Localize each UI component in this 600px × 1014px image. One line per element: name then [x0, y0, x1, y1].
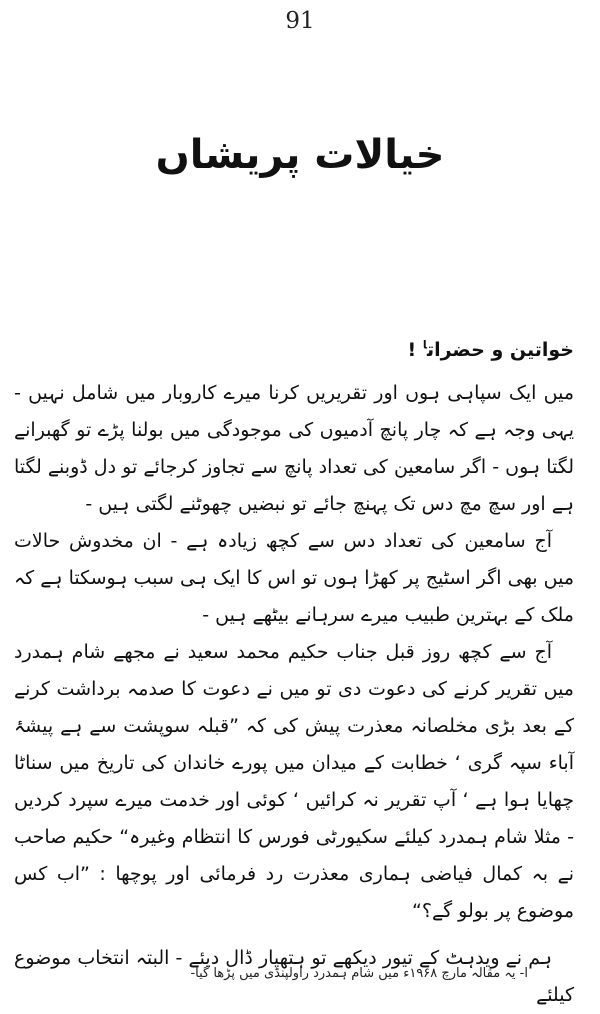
body-text — [14, 332, 574, 1014]
paragraph-1: میں ایک سپاہی ہوں اور تقریریں کرنا میرے کاروبار میں شامل نہیں - یہی وجہ ہے کہ چار پانچ آدمیوں کی موجودگی میں بولنا پڑے تو گھبرانے لگتا ہوں - اگر سامعین کی تعداد پانچ سے تجاوز کرجائے تو دل ڈوبنے لگتا ہے اور سچ مچ دس تک پہنچ جائے تو نبضیں چھوٹنے لگتی ہیں - — [14, 382, 574, 515]
page-number: 91 — [285, 8, 315, 34]
footnote: ا- یہ مقالہ مارچ ۱۹۶۸ء میں شام ہمدرد راولپنڈی میں پڑھا گیا- — [190, 966, 528, 981]
salutation — [14, 332, 574, 369]
paragraph-4: ہم نے ویدہٹ کے تیور دیکھے تو ہتھیار ڈال دیئے - البتہ انتخاب موضوع کیلئے — [14, 947, 574, 1006]
paragraph-2: آج سامعین کی تعداد دس سے کچھ زیادہ ہے - ان مخدوش حالات میں بھی اگر اسٹیج پر کھڑا ہوں تو اس کا ایک ہی سبب ہوسکتا ہے کہ ملک کے بہترین طبیب میرے سرہانے بیٹھے ہیں - — [14, 530, 574, 626]
salutation-text: خواتین و حضرات — [426, 339, 574, 361]
footnote-reference: ا — [422, 338, 427, 352]
paragraph-3: آج سے کچھ روز قبل جناب حکیم محمد سعید نے مجھے شام ہمدرد میں تقریر کرنے کی دعوت دی تو میں نے دعوت کا صدمہ برداشت کرنے کے بعد بڑی مخلصانہ معذرت پیش کی کہ ”قبلہ سوپشت سے ہے پیشۂ آباء سپہ گری ‘ خطابت کے میدان میں پورے خاندان کی تاریخ میں سناٹا چھایا ہوا ہے ‘ آپ تقریر نہ کرائیں ‘ کوئی اور خدمت میرے سپرد کردیں - مثلا شام ہمدرد کیلئے سکیورٹی فورس کا انتظام وغیرہ“ حکیم صاحب نے بہ کمال فیاضی ہماری معذرت رد فرمائی اور پوچھا : ”اب کس موضوع پر بولو گے؟“ — [14, 641, 574, 922]
chapter-title: خیالات پریشاں — [155, 132, 445, 178]
salutation-mark: ! — [407, 339, 417, 361]
